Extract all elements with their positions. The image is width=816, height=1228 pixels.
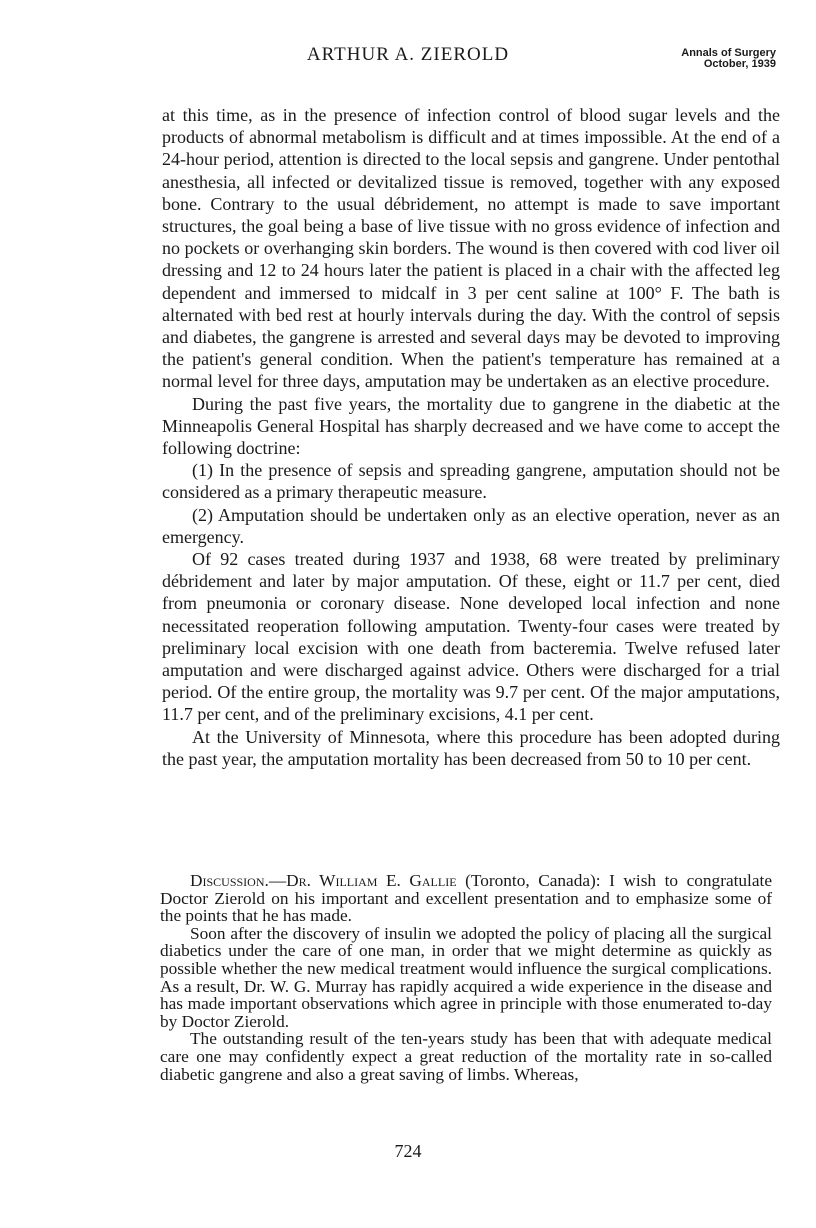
journal-name: Annals of Surgery: [681, 47, 776, 59]
paragraph-mortality: During the past five years, the mortality due to gangrene in the diabetic at the Minneapolis General Hospital has sharply decreased and we have come to accept the following doctrine:: [162, 393, 780, 459]
running-header-author: ARTHUR A. ZIEROLD: [306, 44, 510, 65]
discussion-paragraph-2: Soon after the discovery of insulin we adopted the policy of placing all the surgical diabetics under the care of one man, in order that we might determine as quickly as possible whether the new medical treatment would influence the surgical complications. As a result, Dr. W. G. Murray has rapidly acquired a wide experience in the disease and has made important observations which agree in principle with those enumerated to-day by Doctor Zierold.: [160, 923, 772, 1031]
discussion-heading: Discussion.: [190, 871, 269, 890]
discussion-section: [160, 872, 772, 1083]
running-header-journal: [681, 48, 776, 70]
paragraph-treatment: at this time, as in the presence of infection control of blood sugar levels and the products of abnormal metabolism is difficult and at times impossible. At the end of a 24-hour period, attention is directed to the local sepsis and gangrene. Under pentothal anesthesia, all infected or devitalized tissue is removed, together with any exposed bone. Contrary to the usual débridement, no attempt is made to save important structures, the goal being a base of live tissue with no gross evidence of infection and no pockets or overhanging skin borders. The wound is then covered with cod liver oil dressing and 12 to 24 hours later the patient is placed in a chair with the affected leg dependent and immersed to midcalf in 3 per cent saline at 100° F. The bath is alternated with bed rest at hourly intervals during the day. With the control of sepsis and diabetes, the gangrene is arrested and several days may be devoted to improving the patient's general condition. When the patient's temperature has remained at a normal level for three days, amputation may be undertaken as an elective procedure.: [162, 105, 780, 392]
discussion-dash: —: [268, 871, 287, 890]
journal-date: October, 1939: [703, 58, 776, 70]
article-body: [162, 104, 780, 770]
doctrine-item-1: (1) In the presence of sepsis and spreading gangrene, amputation should not be considered as a primary therapeutic measure.: [162, 460, 780, 503]
discussion-speaker: Dr. William E. Gallie: [286, 871, 457, 890]
discussion-paragraph-1-text: (Toronto, Canada): I wish to congratulate Doctor Zierold on his important and excellent presentation and to emphasize some of the points that he has made.: [160, 871, 773, 926]
discussion-paragraph-3: The outstanding result of the ten-years study has been that with adequate medical care one may confidently expect a great reduction of the mortality rate in so-called diabetic gangrene and also a great saving of limbs. Whereas,: [160, 1029, 772, 1084]
page-number: 724: [394, 1141, 422, 1161]
paragraph-university: At the University of Minnesota, where this procedure has been adopted during the past year, the amputation mortality has been decreased from 50 to 10 per cent.: [162, 726, 780, 769]
doctrine-item-2: (2) Amputation should be undertaken only as an elective operation, never as an emergency.: [162, 504, 780, 547]
discussion-paragraph-1: [160, 872, 772, 925]
paragraph-cases: Of 92 cases treated during 1937 and 1938, 68 were treated by preliminary débridement and later by major amputation. Of these, eight or 11.7 per cent, died from pneumonia or coronary disease. None developed local infection and none necessitated reoperation following amputation. Twenty-four cases were treated by preliminary local excision with one death from bacteremia. Twelve refused later amputation and were discharged against advice. Others were discharged for a trial period. Of the entire group, the mortality was 9.7 per cent. Of the major amputations, 11.7 per cent, and of the preliminary excisions, 4.1 per cent.: [162, 549, 780, 725]
